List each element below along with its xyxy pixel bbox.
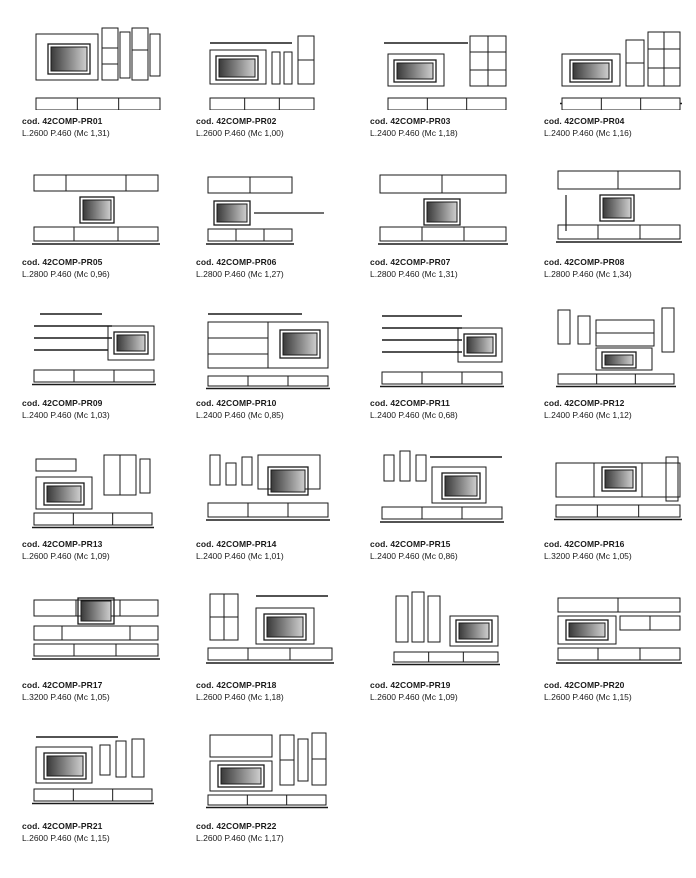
composition-code: cod. 42COMP-PR11	[370, 398, 451, 408]
catalog-row	[0, 433, 696, 574]
composition-card[interactable]	[522, 433, 696, 574]
composition-code: cod. 42COMP-PR01	[22, 116, 103, 126]
composition-drawing	[544, 574, 690, 674]
composition-drawing	[22, 10, 168, 110]
composition-drawing	[196, 151, 342, 251]
composition-drawing	[370, 574, 516, 674]
composition-code: cod. 42COMP-PR10	[196, 398, 277, 408]
composition-code: cod. 42COMP-PR06	[196, 257, 277, 267]
composition-card[interactable]	[348, 10, 522, 151]
composition-code: cod. 42COMP-PR16	[544, 539, 625, 549]
composition-dimensions: L.2600 P.460 (Mc 1,15)	[22, 833, 110, 843]
composition-dimensions: L.2400 P.460 (Mc 0,68)	[370, 410, 458, 420]
composition-drawing	[196, 292, 342, 392]
composition-drawing	[370, 292, 516, 392]
composition-dimensions: L.3200 P.460 (Mc 1,05)	[22, 692, 110, 702]
composition-dimensions: L.2800 P.460 (Mc 1,31)	[370, 269, 458, 279]
composition-card[interactable]	[174, 10, 348, 151]
composition-dimensions: L.2600 P.460 (Mc 1,15)	[544, 692, 632, 702]
composition-code: cod. 42COMP-PR03	[370, 116, 451, 126]
composition-drawing	[196, 433, 342, 533]
composition-card[interactable]	[348, 574, 522, 715]
composition-card[interactable]	[348, 433, 522, 574]
composition-dimensions: L.2600 P.460 (Mc 1,17)	[196, 833, 284, 843]
composition-dimensions: L.2800 P.460 (Mc 0,96)	[22, 269, 110, 279]
composition-dimensions: L.2400 P.460 (Mc 1,18)	[370, 128, 458, 138]
composition-drawing	[544, 433, 690, 533]
composition-card[interactable]	[522, 10, 696, 151]
composition-card[interactable]	[0, 433, 174, 574]
composition-dimensions: L.2600 P.460 (Mc 1,00)	[196, 128, 284, 138]
composition-card[interactable]	[348, 292, 522, 433]
composition-card[interactable]	[522, 574, 696, 715]
composition-card[interactable]	[174, 574, 348, 715]
composition-card[interactable]	[0, 715, 174, 856]
composition-card[interactable]	[0, 292, 174, 433]
composition-code: cod. 42COMP-PR05	[22, 257, 103, 267]
composition-drawing	[22, 433, 168, 533]
composition-drawing	[22, 151, 168, 251]
composition-drawing	[196, 715, 342, 815]
composition-dimensions: L.2400 P.460 (Mc 0,85)	[196, 410, 284, 420]
composition-card[interactable]	[0, 574, 174, 715]
composition-dimensions: L.2800 P.460 (Mc 1,27)	[196, 269, 284, 279]
composition-dimensions: L.2600 P.460 (Mc 1,09)	[22, 551, 110, 561]
composition-card[interactable]	[174, 433, 348, 574]
composition-card[interactable]	[174, 292, 348, 433]
composition-dimensions: L.2400 P.460 (Mc 1,03)	[22, 410, 110, 420]
composition-code: cod. 42COMP-PR18	[196, 680, 277, 690]
composition-dimensions: L.2800 P.460 (Mc 1,34)	[544, 269, 632, 279]
composition-drawing	[544, 292, 690, 392]
composition-drawing	[196, 10, 342, 110]
composition-code: cod. 42COMP-PR08	[544, 257, 625, 267]
composition-card[interactable]	[522, 292, 696, 433]
composition-dimensions: L.2600 P.460 (Mc 1,18)	[196, 692, 284, 702]
composition-dimensions: L.2600 P.460 (Mc 1,09)	[370, 692, 458, 702]
composition-card[interactable]	[522, 151, 696, 292]
composition-card[interactable]	[348, 151, 522, 292]
composition-drawing	[22, 715, 168, 815]
composition-card[interactable]	[174, 151, 348, 292]
composition-dimensions: L.2400 P.460 (Mc 1,12)	[544, 410, 632, 420]
composition-code: cod. 42COMP-PR14	[196, 539, 277, 549]
composition-dimensions: L.2400 P.460 (Mc 1,01)	[196, 551, 284, 561]
composition-code: cod. 42COMP-PR20	[544, 680, 625, 690]
catalog-row	[0, 151, 696, 292]
composition-card[interactable]	[0, 10, 174, 151]
composition-code: cod. 42COMP-PR12	[544, 398, 625, 408]
composition-drawing	[370, 10, 516, 110]
composition-dimensions: L.2400 P.460 (Mc 0,86)	[370, 551, 458, 561]
composition-dimensions: L.2400 P.460 (Mc 1,16)	[544, 128, 632, 138]
composition-dimensions: L.3200 P.460 (Mc 1,05)	[544, 551, 632, 561]
catalog-row	[0, 574, 696, 715]
composition-drawing	[22, 574, 168, 674]
composition-card[interactable]	[174, 715, 348, 856]
composition-dimensions: L.2600 P.460 (Mc 1,31)	[22, 128, 110, 138]
catalog-row	[0, 10, 696, 151]
composition-code: cod. 42COMP-PR09	[22, 398, 103, 408]
composition-drawing	[370, 433, 516, 533]
catalog-row	[0, 292, 696, 433]
composition-drawing	[544, 151, 690, 251]
catalog-row	[0, 715, 696, 856]
composition-drawing	[370, 151, 516, 251]
composition-code: cod. 42COMP-PR13	[22, 539, 103, 549]
composition-drawing	[196, 574, 342, 674]
composition-code: cod. 42COMP-PR02	[196, 116, 277, 126]
composition-code: cod. 42COMP-PR19	[370, 680, 451, 690]
composition-drawing	[22, 292, 168, 392]
composition-card[interactable]	[0, 151, 174, 292]
composition-drawing	[544, 10, 690, 110]
composition-code: cod. 42COMP-PR21	[22, 821, 103, 831]
composition-code: cod. 42COMP-PR17	[22, 680, 103, 690]
composition-code: cod. 42COMP-PR04	[544, 116, 625, 126]
composition-code: cod. 42COMP-PR22	[196, 821, 277, 831]
composition-code: cod. 42COMP-PR07	[370, 257, 451, 267]
composition-code: cod. 42COMP-PR15	[370, 539, 451, 549]
